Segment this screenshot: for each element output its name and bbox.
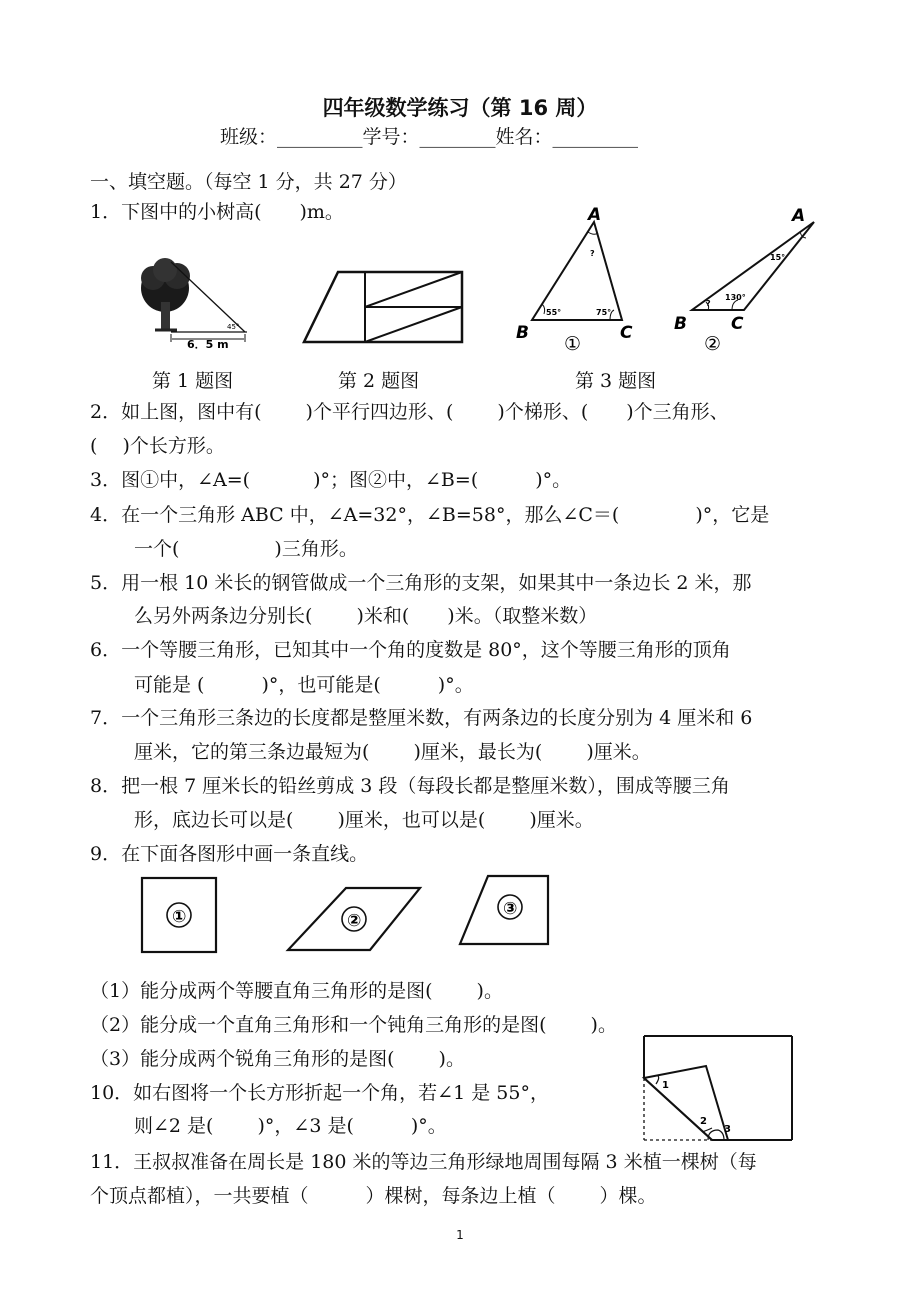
angle-1-label: 1 xyxy=(662,1080,669,1091)
tri1-number: ① xyxy=(564,333,582,355)
tree-icon xyxy=(141,258,190,330)
tree-angle-label: 45° xyxy=(227,323,240,331)
figure-3-triangle-1 xyxy=(510,202,640,357)
tri2-vertex-a: A xyxy=(792,206,806,226)
tri2-vertex-c: C xyxy=(731,314,744,334)
question-7-line-1: 7．一个三角形三条边的长度都是整厘米数，有两条边的长度分别为 4 厘米和 6 xyxy=(90,707,753,729)
question-9-sub-1: （1）能分成两个等腰直角三角形的是图( )。 xyxy=(90,980,503,1002)
tri1-vertex-a: A xyxy=(588,205,602,225)
question-8-line-2: 形，底边长可以是( )厘米，也可以是( )厘米。 xyxy=(134,809,594,831)
question-11-line-2: 个顶点都植），一共要植（ ）棵树，每条边上植（ ）棵。 xyxy=(90,1185,657,1207)
question-4-line-1: 4．在一个三角形 ABC 中，∠A=32°，∠B=58°，那么∠C＝( )°，它是 xyxy=(90,504,770,526)
tree-distance-label: 6．5 m xyxy=(187,338,229,350)
angle-2-label: 2 xyxy=(700,1116,707,1127)
tri2-number: ② xyxy=(704,333,722,355)
tree-figure xyxy=(135,250,255,350)
question-6-line-1: 6．一个等腰三角形，已知其中一个角的度数是 80°，这个等腰三角形的顶角 xyxy=(90,639,731,661)
tri2-angle-c: 130° xyxy=(725,293,746,302)
figure-2-parallelogram xyxy=(300,268,465,348)
question-7-line-2: 厘米，它的第三条边最短为( )厘米，最长为( )厘米。 xyxy=(134,741,651,763)
question-2-line-1: 2．如上图，图中有( )个平行四边形、( )个梯形、( )个三角形、 xyxy=(90,401,729,423)
question-9: 9．在下面各图形中画一条直线。 xyxy=(90,843,369,865)
figure-3-triangle-2 xyxy=(668,202,828,357)
question-10-line-1: 10．如右图将一个长方形折起一个角，若∠1 是 55°， xyxy=(90,1082,549,1104)
caption-figure-3: 第 3 题图 xyxy=(575,370,657,392)
question-2-line-2: ( )个长方形。 xyxy=(90,435,225,457)
question-1: 1．下图中的小树高( )m。 xyxy=(90,201,344,223)
question-10-line-2: 则∠2 是( )°，∠3 是( )°。 xyxy=(134,1115,447,1137)
question-5-line-2: 么另外两条边分别长( )米和( )米。（取整米数） xyxy=(134,605,598,627)
question-5-line-1: 5．用一根 10 米长的钢管做成一个三角形的支架，如果其中一条边长 2 米，那 xyxy=(90,572,752,594)
tri1-unknown-angle: ? xyxy=(590,249,595,258)
tri1-angle-b: 55° xyxy=(546,308,562,317)
question-6-line-2: 可能是 ( )°，也可能是( )°。 xyxy=(134,674,474,696)
question-10-folded-rectangle xyxy=(638,1030,798,1146)
section-heading: 一、填空题。（每空 1 分，共 27 分） xyxy=(90,171,407,193)
question-8-line-1: 8．把一根 7 厘米长的铅丝剪成 3 段（每段长都是整厘米数），围成等腰三角 xyxy=(90,775,730,797)
question-11-line-1: 11．王叔叔准备在周长是 180 米的等边三角形绿地周围每隔 3 米植一棵树（每 xyxy=(90,1151,757,1173)
question-9-shapes xyxy=(138,872,558,956)
page-title: 四年级数学练习（第 16 周） xyxy=(322,96,598,120)
angle-3-label: 3 xyxy=(724,1124,731,1135)
caption-figure-1: 第 1 题图 xyxy=(152,370,234,392)
caption-figure-2: 第 2 题图 xyxy=(338,370,420,392)
tri1-vertex-c: C xyxy=(620,323,633,343)
question-9-sub-3: （3）能分成两个锐角三角形的是图( )。 xyxy=(90,1048,465,1070)
tri1-vertex-b: B xyxy=(516,323,529,343)
shape-2-label: ② xyxy=(347,911,362,931)
question-3: 3．图①中，∠A=( )°；图②中，∠B=( )°。 xyxy=(90,469,572,491)
tri2-unknown-angle: ? xyxy=(706,299,711,308)
question-9-sub-2: （2）能分成一个直角三角形和一个钝角三角形的是图( )。 xyxy=(90,1014,617,1036)
tri1-angle-c: 75° xyxy=(596,308,612,317)
shape-3-label: ③ xyxy=(503,899,518,919)
page-number: 1 xyxy=(456,1228,464,1242)
tri2-angle-a: 15° xyxy=(770,253,786,262)
shape-1-label: ① xyxy=(172,907,187,927)
student-info-line: 班级：_________学号：________姓名：_________ xyxy=(220,126,639,148)
question-4-line-2: 一个( )三角形。 xyxy=(134,538,358,560)
tri2-vertex-b: B xyxy=(674,314,687,334)
